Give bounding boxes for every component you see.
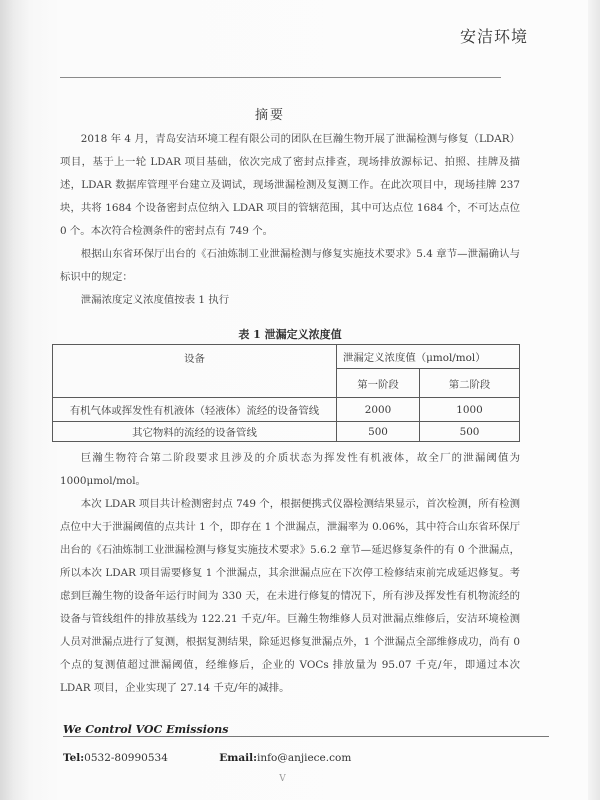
footer-slogan: We Control VOC Emissions — [63, 723, 229, 736]
paragraph-intro: 2018 年 4 月，青岛安洁环境工程有限公司的团队在巨瀚生物开展了泄漏检测与修复（LDAR）项目，基于上一轮 LDAR 项目基础，依次完成了密封点排查，现场排放源标记、拍照、挂牌及描述，LDAR 数据库管理平台建立及调试，现场泄漏检测及复测工作。在此次项目中，现场挂牌 237 块，共将 1684 个设备密封点位纳入 LDAR 项目的管辖范围，其中可达点位 1684 个，不可达点位 0 个。本次符合检测条件的密封点有 749 个。 — [60, 133, 520, 237]
header-equipment: 设备 — [53, 345, 337, 398]
paragraph-results: 本次 LDAR 项目共计检测密封点 749 个，根据便携式仪器检测结果显示，首次检测，所有检测点位中大于泄漏阈值的点共计 1 个，即存在 1 个泄漏点，泄漏率为 0.06%，其中符合山东省环保厅出台的《石油炼制工业泄漏检测与修复实施技术要求》5.6.2 章节—延迟修复条件的有 0 个泄漏点，所以本次 LDAR 项目需要修复 1 个泄漏点，其余泄漏点应在下次停工检修结束前完成延迟修复。考虑到巨瀚生物的设备年运行时间为 330 天，在未进行修复的情况下，所有涉及挥发性有机物流经的设备与管线组件的排放基线为 122.21 千克/年。巨瀚生物维修人员对泄漏点维修后，安洁环境检测人员对泄漏点进行了复测，根据复测结果，除延迟修复泄漏点外，1 个泄漏点全部维修成功，尚有 0 个点的复测值超过泄漏阈值，经维修后，企业的 VOCs 排放量为 95.07 千克/年，即通过本次 LDAR 项目，企业实现了 27.14 千克/年的减排。 — [60, 498, 520, 694]
cell-equipment: 其它物料的流经的设备管线 — [53, 422, 337, 442]
cell-stage2: 1000 — [420, 398, 520, 422]
leak-definition-table — [52, 344, 520, 442]
subheader-stage1: 第一阶段 — [337, 369, 420, 398]
cell-equipment: 有机气体或挥发性有机液体（轻液体）流经的设备管线 — [53, 398, 337, 422]
header-concentration: 泄漏定义浓度值（μmol/mol） — [337, 345, 520, 369]
footer-divider — [63, 736, 549, 737]
paragraph-threshold: 巨瀚生物符合第二阶段要求且涉及的介质状态为挥发性有机液体，故全厂的泄漏阈值为 1000μmol/mol。 — [60, 452, 520, 487]
tel-number: 0532-80990534 — [84, 752, 168, 764]
email-address: info@anjiece.com — [257, 752, 352, 764]
body-section-2 — [60, 447, 520, 700]
cell-stage1: 500 — [337, 422, 420, 442]
body-section-1 — [60, 128, 520, 312]
company-header: 安洁环境 — [459, 27, 528, 46]
cell-stage1: 2000 — [337, 398, 420, 422]
page-edge-shadow — [588, 0, 600, 800]
subheader-stage2: 第二阶段 — [420, 369, 520, 398]
paragraph-regulation: 根据山东省环保厅出台的《石油炼制工业泄漏检测与修复实施技术要求》5.4 章节—泄漏确认与标识中的规定： — [60, 248, 520, 283]
page-number: V — [279, 774, 286, 784]
table-row — [53, 398, 520, 422]
table-row — [53, 422, 520, 442]
header-divider — [60, 77, 501, 78]
document-title: 摘要 — [254, 108, 285, 123]
table-header-row — [53, 345, 520, 369]
email-label: Email: — [219, 752, 257, 764]
paragraph-table-ref: 泄漏浓度定义浓度值按表 1 执行 — [80, 294, 230, 306]
footer-contact — [63, 752, 351, 764]
cell-stage2: 500 — [420, 422, 520, 442]
tel-label: Tel: — [63, 752, 85, 764]
table-caption: 表 1 泄漏定义浓度值 — [238, 328, 342, 341]
